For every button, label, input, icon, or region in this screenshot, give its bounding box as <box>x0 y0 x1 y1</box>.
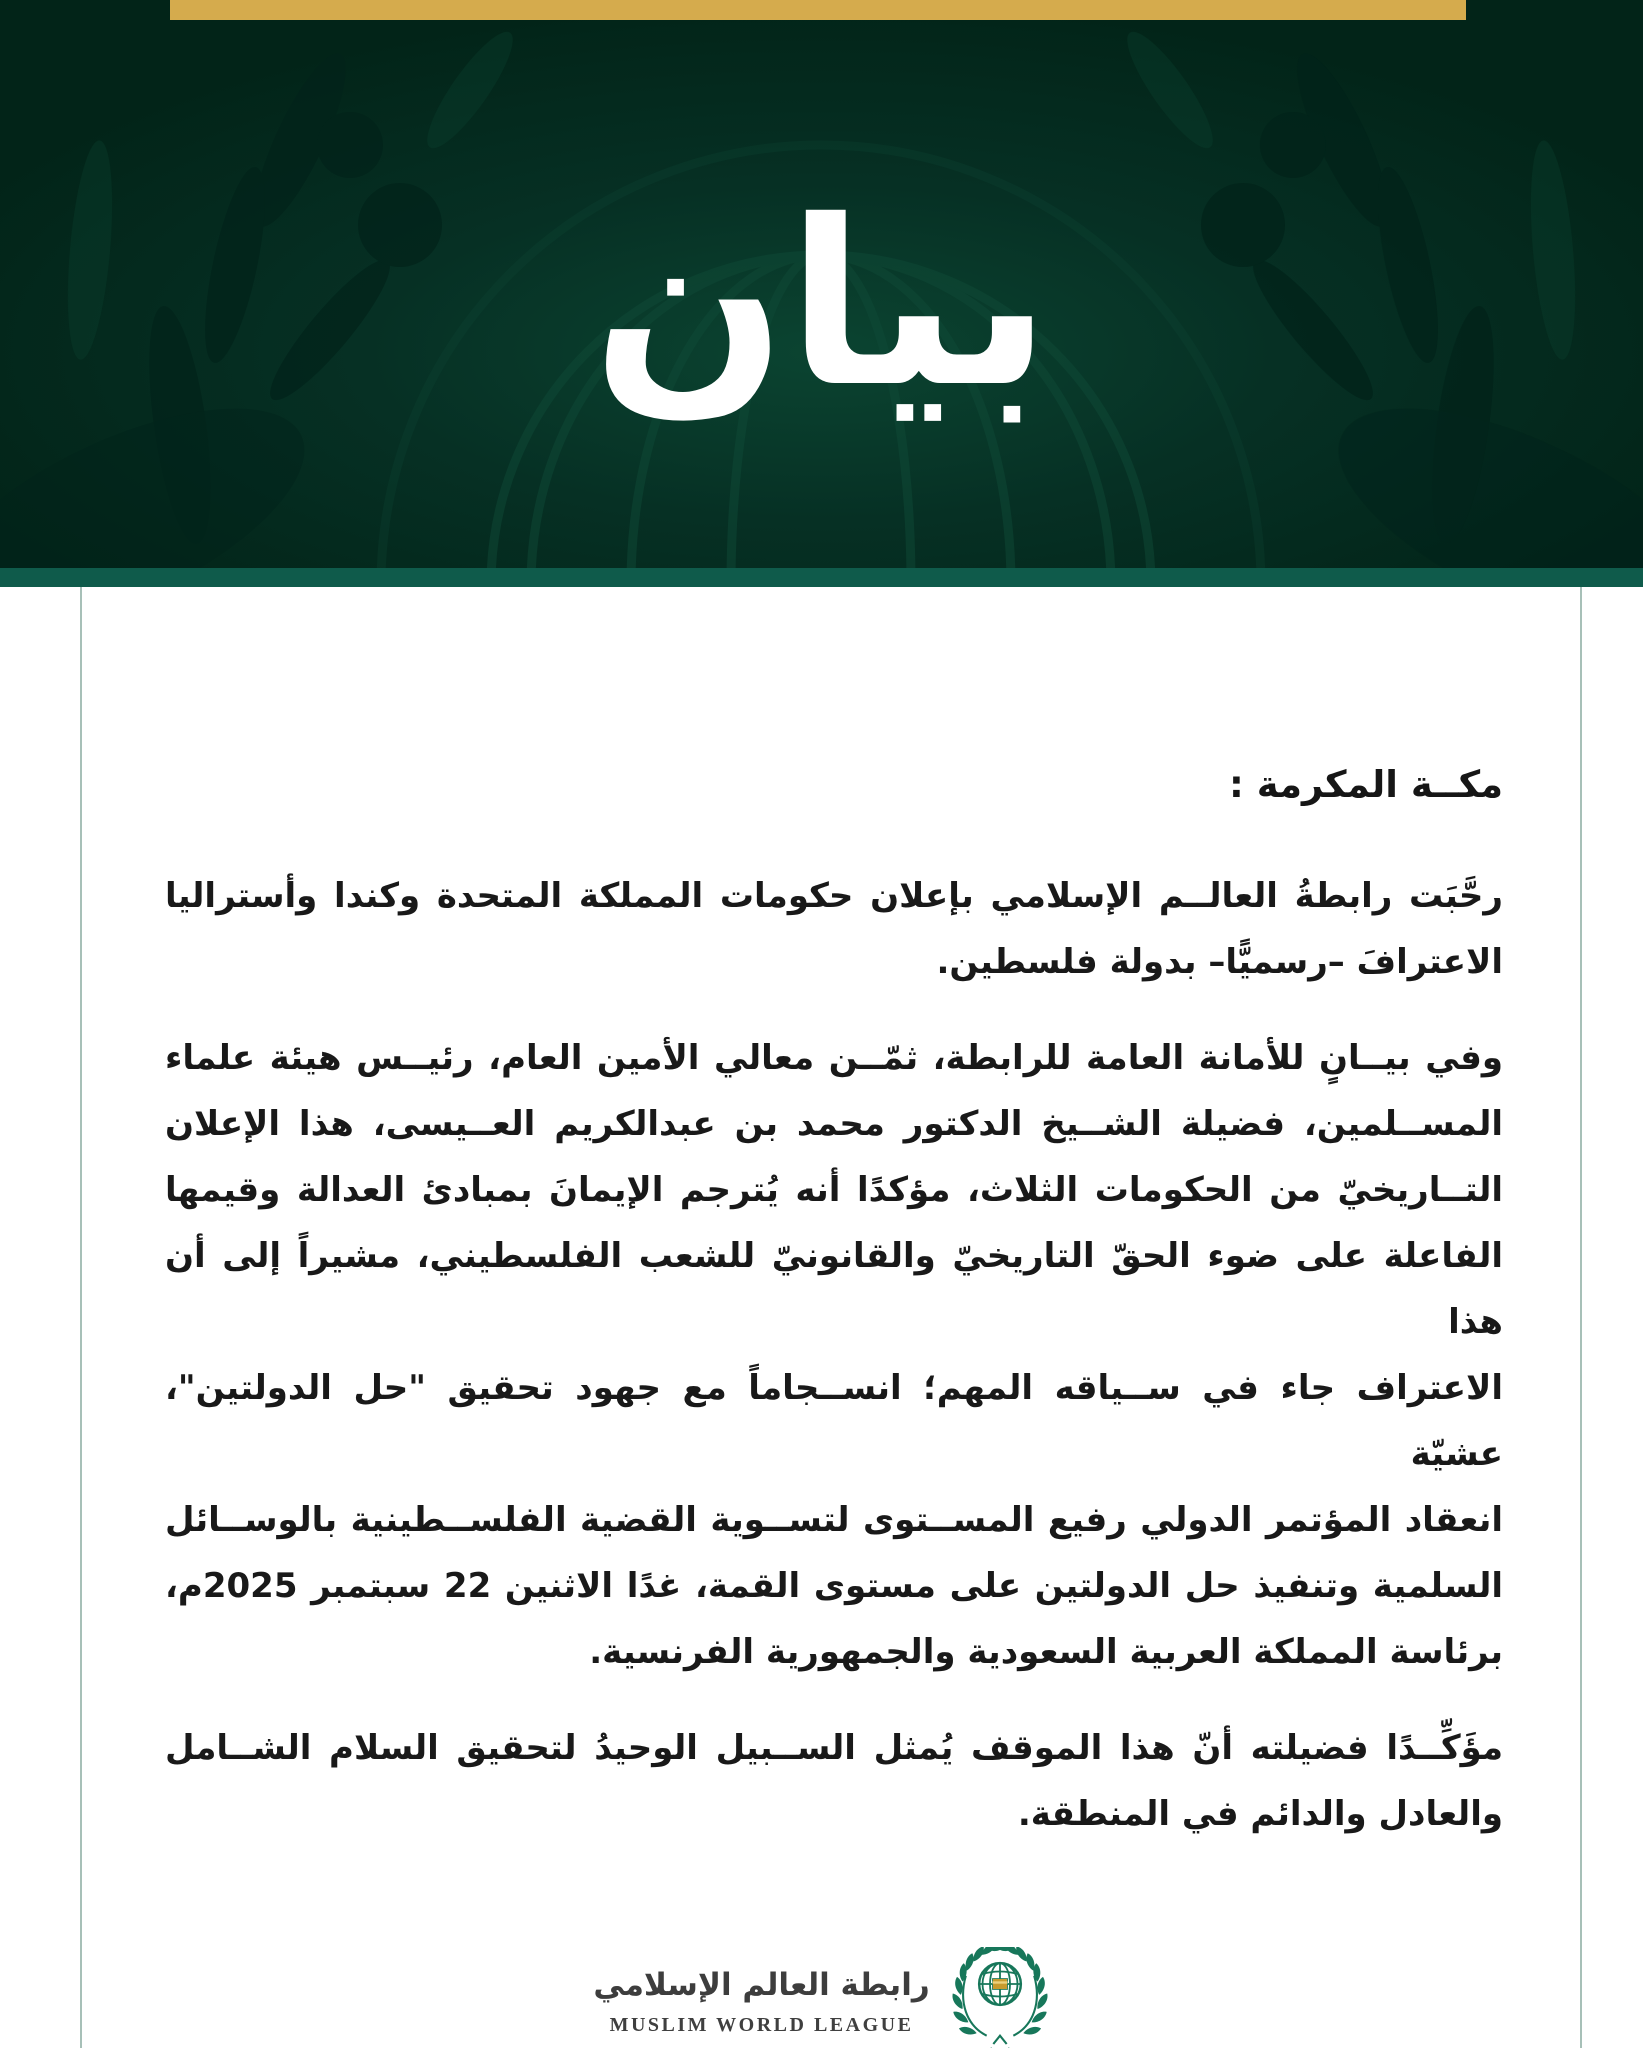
header-banner <box>0 0 1643 568</box>
statement-line: الفاعلة على ضوء الحقّ التاريخيّ والقانونيّ للشعب الفلسطيني، مشيراً إلى أن هذا <box>165 1236 1503 1342</box>
statement-line: انعقاد المؤتمر الدولي رفيع المســتوى لتســوية القضية الفلســطينية بالوســائل <box>165 1500 1503 1540</box>
dateline-heading: مكــة المكرمة : <box>1229 763 1503 806</box>
statement-line: رحَّبَت رابطةُ العالــم الإسلامي بإعلان حكومات المملكة المتحدة وكندا وأستراليا <box>165 876 1503 916</box>
statement-line: الاعتراف جاء في ســياقه المهم؛ انســجاماً مع جهود تحقيق "حل الدولتين"، عشيّة <box>165 1368 1503 1474</box>
statement-line: والعادل والدائم في المنطقة. <box>1017 1794 1503 1834</box>
left-vertical-rule <box>80 587 82 2048</box>
statement-line: التــاريخيّ من الحكومات الثلاث، مؤكدًا أنه يُترجم الإيمانَ بمبادئ العدالة وقيمها <box>165 1170 1503 1210</box>
statement-line: مؤَكِّــدًا فضيلته أنّ هذا الموقف يُمثل الســبيل الوحيدُ لتحقيق السلام الشــامل <box>165 1728 1503 1768</box>
paragraph-3 <box>165 1715 1503 1847</box>
statement-title-calligraphy: بيان <box>592 171 1051 437</box>
mwl-english-wordmark: MUSLIM WORLD LEAGUE <box>609 2014 914 2037</box>
mwl-logo <box>0 1947 1643 2048</box>
paragraph-2 <box>165 1025 1503 1685</box>
mwl-arabic-wordmark: رابطة العالم الإسلامي <box>593 1966 930 2003</box>
mwl-wordmark-block <box>593 1961 929 2038</box>
statement-line: الاعترافَ –رسميًّا– بدولة فلسطين. <box>936 942 1503 982</box>
right-vertical-rule <box>1580 587 1582 2048</box>
statement-line: وفي بيــانٍ للأمانة العامة للرابطة، ثمّــن معالي الأمين العام، رئيــس هيئة علماء <box>165 1038 1503 1078</box>
statement-line: السلمية وتنفيذ حل الدولتين على مستوى القمة، غدًا الاثنين 22 سبتمبر 2025م، <box>165 1566 1503 1606</box>
header-bottom-band <box>0 568 1643 587</box>
statement-line: المســلمين، فضيلة الشــيخ الدكتور محمد بن عبدالكريم العــيسى، هذا الإعلان <box>165 1104 1503 1144</box>
mwl-emblem-icon <box>950 1947 1050 2048</box>
statement-line: برئاسة المملكة العربية السعودية والجمهورية الفرنسية. <box>589 1632 1503 1672</box>
statement-body <box>0 587 1643 2048</box>
paragraph-1 <box>165 863 1503 995</box>
